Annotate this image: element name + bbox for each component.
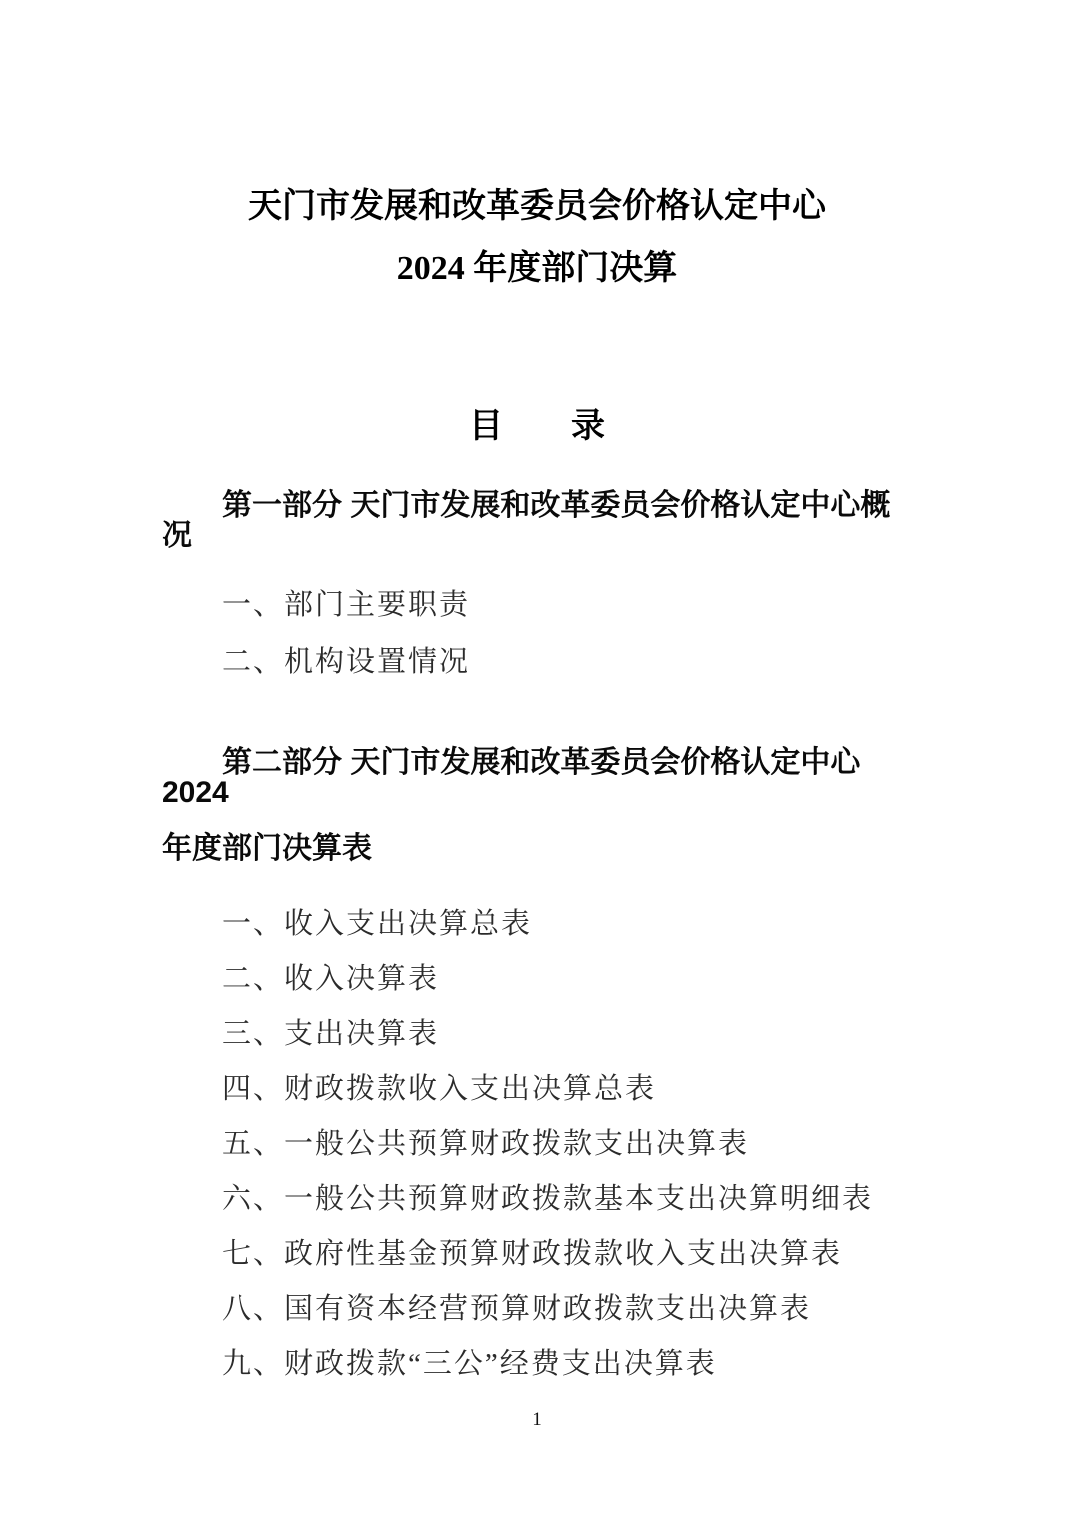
toc-item-section2-1: 一、收入支出决算总表 (222, 908, 533, 940)
toc-title: 目 录 (469, 408, 605, 445)
section1-heading: 第一部分 天门市发展和改革委员会价格认定中心概况 (162, 489, 891, 552)
toc-item-section2-7: 七、政府性基金预算财政拨款收入支出决算表 (222, 1238, 843, 1270)
document-title-line2: 2024 年度部门决算 (396, 250, 678, 287)
document-content (0, 190, 1074, 1379)
toc-item-section1-1: 一、部门主要职责 (222, 589, 471, 621)
toc-item-section2-5: 五、一般公共预算财政拨款支出决算表 (222, 1128, 750, 1160)
section2-heading-line1: 第二部分 天门市发展和改革委员会价格认定中心 2024 (162, 746, 861, 809)
toc-item-section2-6: 六、一般公共预算财政拨款基本支出决算明细表 (222, 1183, 874, 1215)
page-number: 1 (532, 1409, 542, 1430)
document-title-line1: 天门市发展和改革委员会价格认定中心 (248, 188, 826, 225)
toc-item-section2-9: 九、财政拨款“三公”经费支出决算表 (222, 1348, 717, 1380)
toc-item-section2-3: 三、支出决算表 (222, 1018, 440, 1050)
toc-item-section2-8: 八、国有资本经营预算财政拨款支出决算表 (222, 1293, 812, 1325)
toc-item-section2-2: 二、收入决算表 (222, 963, 440, 995)
toc-item-section2-4: 四、财政拨款收入支出决算总表 (222, 1073, 657, 1105)
toc-item-section1-2: 二、机构设置情况 (222, 646, 471, 678)
section2-heading-line2: 年度部门决算表 (162, 832, 372, 865)
